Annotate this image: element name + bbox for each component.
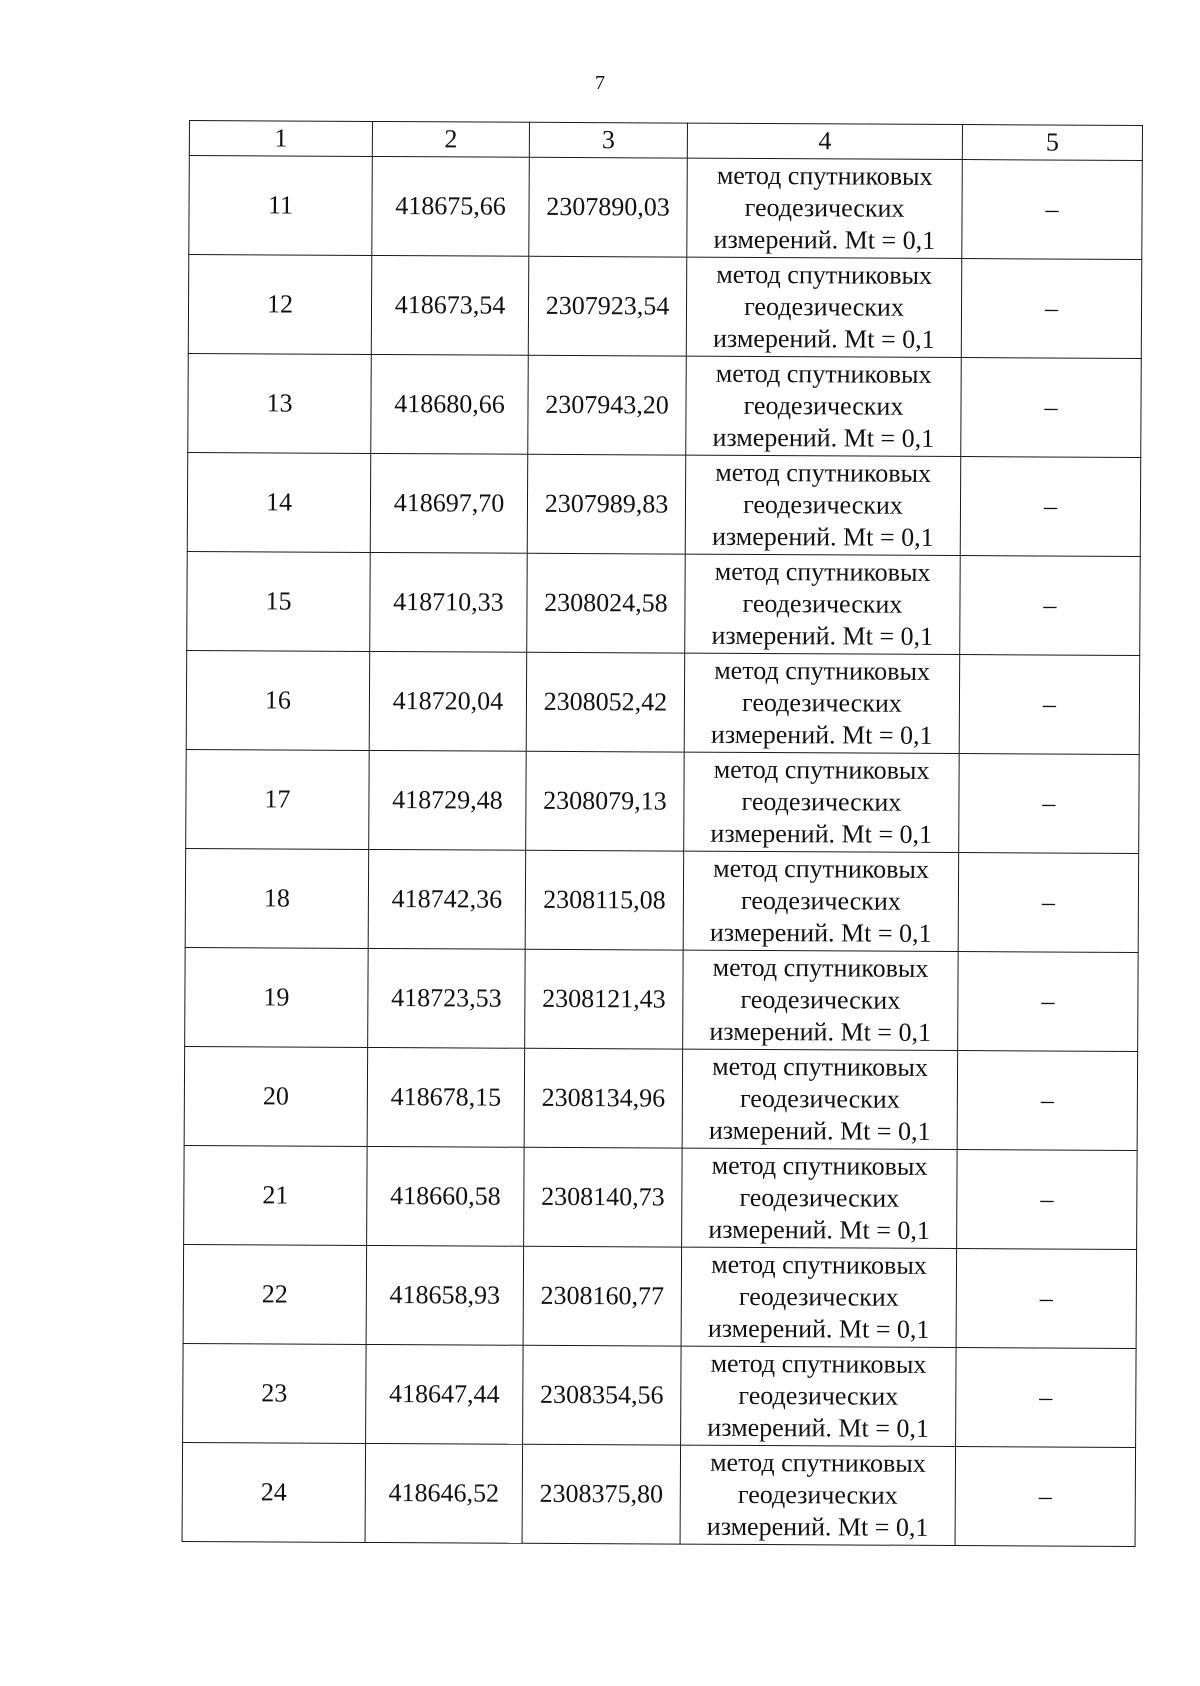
method-line: измерений. Mt = 0,1 — [708, 1214, 931, 1245]
point-number-cell: 19 — [185, 947, 369, 1047]
column-header: 3 — [529, 122, 687, 158]
method-cell — [682, 1148, 958, 1248]
table-row — [183, 1343, 1137, 1447]
y-coordinate-cell: 2308160,77 — [523, 1246, 682, 1346]
method-line: геодезических — [741, 786, 902, 817]
table-body — [182, 121, 1142, 1547]
column-header: 4 — [687, 123, 962, 159]
point-number-cell: 13 — [188, 353, 372, 453]
column-header: 1 — [189, 121, 372, 157]
method-line: геодезических — [737, 1479, 898, 1510]
method-line: измерений. Mt = 0,1 — [712, 422, 935, 453]
column-header: 2 — [372, 121, 529, 157]
header-row — [189, 121, 1142, 161]
method-line: геодезических — [744, 192, 905, 223]
x-coordinate-cell: 418675,66 — [372, 156, 530, 256]
y-coordinate-cell: 2308134,96 — [524, 1048, 683, 1148]
table-row — [186, 650, 1140, 754]
method-line: измерений. Mt = 0,1 — [707, 1412, 930, 1443]
method-line: метод спутниковых — [712, 952, 929, 983]
point-number-cell: 23 — [183, 1343, 367, 1443]
note-cell: – — [961, 358, 1142, 458]
x-coordinate-cell: 418680,66 — [371, 354, 529, 454]
x-coordinate-cell: 418723,53 — [368, 948, 526, 1048]
table-row — [184, 1145, 1138, 1249]
x-coordinate-cell: 418658,93 — [366, 1245, 524, 1345]
x-coordinate-cell: 418678,15 — [367, 1047, 525, 1147]
method-line: геодезических — [742, 687, 902, 718]
method-line: геодезических — [743, 489, 903, 520]
method-line: геодезических — [740, 984, 901, 1015]
point-number-cell: 15 — [187, 551, 371, 651]
x-coordinate-cell: 418720,04 — [369, 651, 527, 751]
point-number-cell: 18 — [185, 848, 369, 948]
point-number-cell: 20 — [184, 1046, 368, 1146]
table-row — [182, 1442, 1136, 1546]
x-coordinate-cell: 418660,58 — [367, 1146, 525, 1246]
note-cell: – — [960, 457, 1141, 557]
method-line: измерений. Mt = 0,1 — [710, 719, 933, 750]
method-line: геодезических — [738, 1380, 899, 1411]
method-line: метод спутниковых — [713, 853, 930, 884]
method-line: геодезических — [740, 885, 901, 916]
method-cell — [686, 356, 962, 456]
method-line: геодезических — [743, 390, 904, 421]
method-cell — [680, 1445, 956, 1545]
point-number-cell: 16 — [186, 650, 370, 750]
y-coordinate-cell: 2307989,83 — [527, 454, 686, 554]
table-row — [188, 255, 1142, 359]
method-line: геодезических — [739, 1083, 900, 1114]
page-number: 7 — [595, 72, 605, 94]
method-line: метод спутниковых — [715, 457, 932, 488]
table-row — [186, 749, 1140, 853]
column-header: 5 — [962, 125, 1142, 161]
method-line: измерений. Mt = 0,1 — [710, 818, 933, 849]
method-cell — [684, 752, 960, 852]
method-cell — [683, 851, 959, 951]
y-coordinate-cell: 2308079,13 — [526, 751, 685, 851]
y-coordinate-cell: 2308354,56 — [523, 1345, 682, 1445]
note-cell: – — [958, 952, 1139, 1052]
method-cell — [681, 1346, 957, 1446]
point-number-cell: 24 — [182, 1442, 366, 1542]
table-row — [187, 551, 1141, 655]
method-line: метод спутниковых — [714, 556, 931, 587]
method-line: измерений. Mt = 0,1 — [707, 1313, 930, 1344]
x-coordinate-cell: 418742,36 — [368, 849, 526, 949]
method-cell — [687, 158, 963, 258]
table-row — [187, 452, 1141, 556]
note-cell: – — [959, 655, 1140, 755]
note-cell: – — [955, 1447, 1136, 1547]
method-line: метод спутниковых — [710, 1447, 926, 1478]
method-cell — [681, 1247, 957, 1347]
method-line: измерений. Mt = 0,1 — [706, 1511, 929, 1542]
x-coordinate-cell: 418647,44 — [366, 1344, 524, 1444]
method-line: измерений. Mt = 0,1 — [711, 521, 934, 552]
method-line: метод спутниковых — [716, 259, 933, 290]
x-coordinate-cell: 418646,52 — [365, 1443, 523, 1543]
y-coordinate-cell: 2308024,58 — [527, 553, 686, 653]
note-cell: – — [961, 259, 1142, 359]
method-cell — [684, 653, 960, 753]
table-row — [184, 1046, 1138, 1150]
note-cell: – — [957, 1150, 1138, 1250]
method-line: измерений. Mt = 0,1 — [708, 1115, 931, 1146]
y-coordinate-cell: 2308121,43 — [525, 949, 684, 1049]
method-cell — [685, 455, 961, 555]
method-line: геодезических — [738, 1281, 899, 1312]
method-cell — [682, 1049, 958, 1149]
method-line: измерений. Mt = 0,1 — [709, 917, 932, 948]
note-cell: – — [956, 1249, 1137, 1349]
method-line: метод спутниковых — [716, 160, 933, 191]
point-number-cell: 22 — [183, 1244, 367, 1344]
y-coordinate-cell: 2308140,73 — [524, 1147, 683, 1247]
table-row — [185, 848, 1139, 952]
method-line: метод спутниковых — [712, 1051, 928, 1082]
method-cell — [683, 950, 959, 1050]
method-line: метод спутниковых — [714, 655, 931, 686]
method-line: измерений. Mt = 0,1 — [712, 323, 935, 354]
note-cell: – — [958, 853, 1139, 953]
method-line: метод спутниковых — [715, 358, 932, 389]
y-coordinate-cell: 2307890,03 — [529, 157, 688, 257]
note-cell: – — [960, 556, 1141, 656]
method-line: геодезических — [739, 1182, 900, 1213]
y-coordinate-cell: 2308375,80 — [522, 1444, 681, 1544]
note-cell: – — [959, 754, 1140, 854]
point-number-cell: 11 — [189, 156, 373, 256]
note-cell: – — [956, 1348, 1137, 1448]
point-number-cell: 17 — [186, 749, 370, 849]
method-line: геодезических — [744, 291, 904, 322]
method-line: метод спутниковых — [711, 1249, 927, 1280]
note-cell: – — [957, 1051, 1138, 1151]
method-line: метод спутниковых — [710, 1348, 927, 1379]
note-cell: – — [962, 160, 1143, 260]
x-coordinate-cell: 418697,70 — [370, 453, 528, 553]
method-line: геодезических — [742, 588, 903, 619]
method-line: метод спутниковых — [711, 1150, 928, 1181]
point-number-cell: 21 — [184, 1145, 368, 1245]
table-row — [188, 353, 1142, 457]
y-coordinate-cell: 2307943,20 — [528, 355, 687, 455]
y-coordinate-cell: 2308115,08 — [525, 850, 684, 950]
method-cell — [686, 257, 962, 357]
method-line: измерений. Mt = 0,1 — [713, 224, 936, 255]
point-number-cell: 14 — [187, 452, 371, 552]
method-line: метод спутниковых — [713, 754, 930, 785]
table-row — [189, 156, 1143, 260]
method-line: измерений. Mt = 0,1 — [709, 1016, 932, 1047]
table-row — [185, 947, 1139, 1051]
method-cell — [685, 554, 961, 654]
y-coordinate-cell: 2307923,54 — [528, 256, 687, 356]
table-row — [183, 1244, 1137, 1348]
method-line: измерений. Mt = 0,1 — [711, 620, 934, 651]
y-coordinate-cell: 2308052,42 — [526, 652, 685, 752]
coordinates-table — [182, 120, 1143, 1547]
point-number-cell: 12 — [188, 255, 372, 355]
x-coordinate-cell: 418710,33 — [370, 552, 528, 652]
x-coordinate-cell: 418729,48 — [369, 750, 527, 850]
x-coordinate-cell: 418673,54 — [371, 255, 529, 355]
